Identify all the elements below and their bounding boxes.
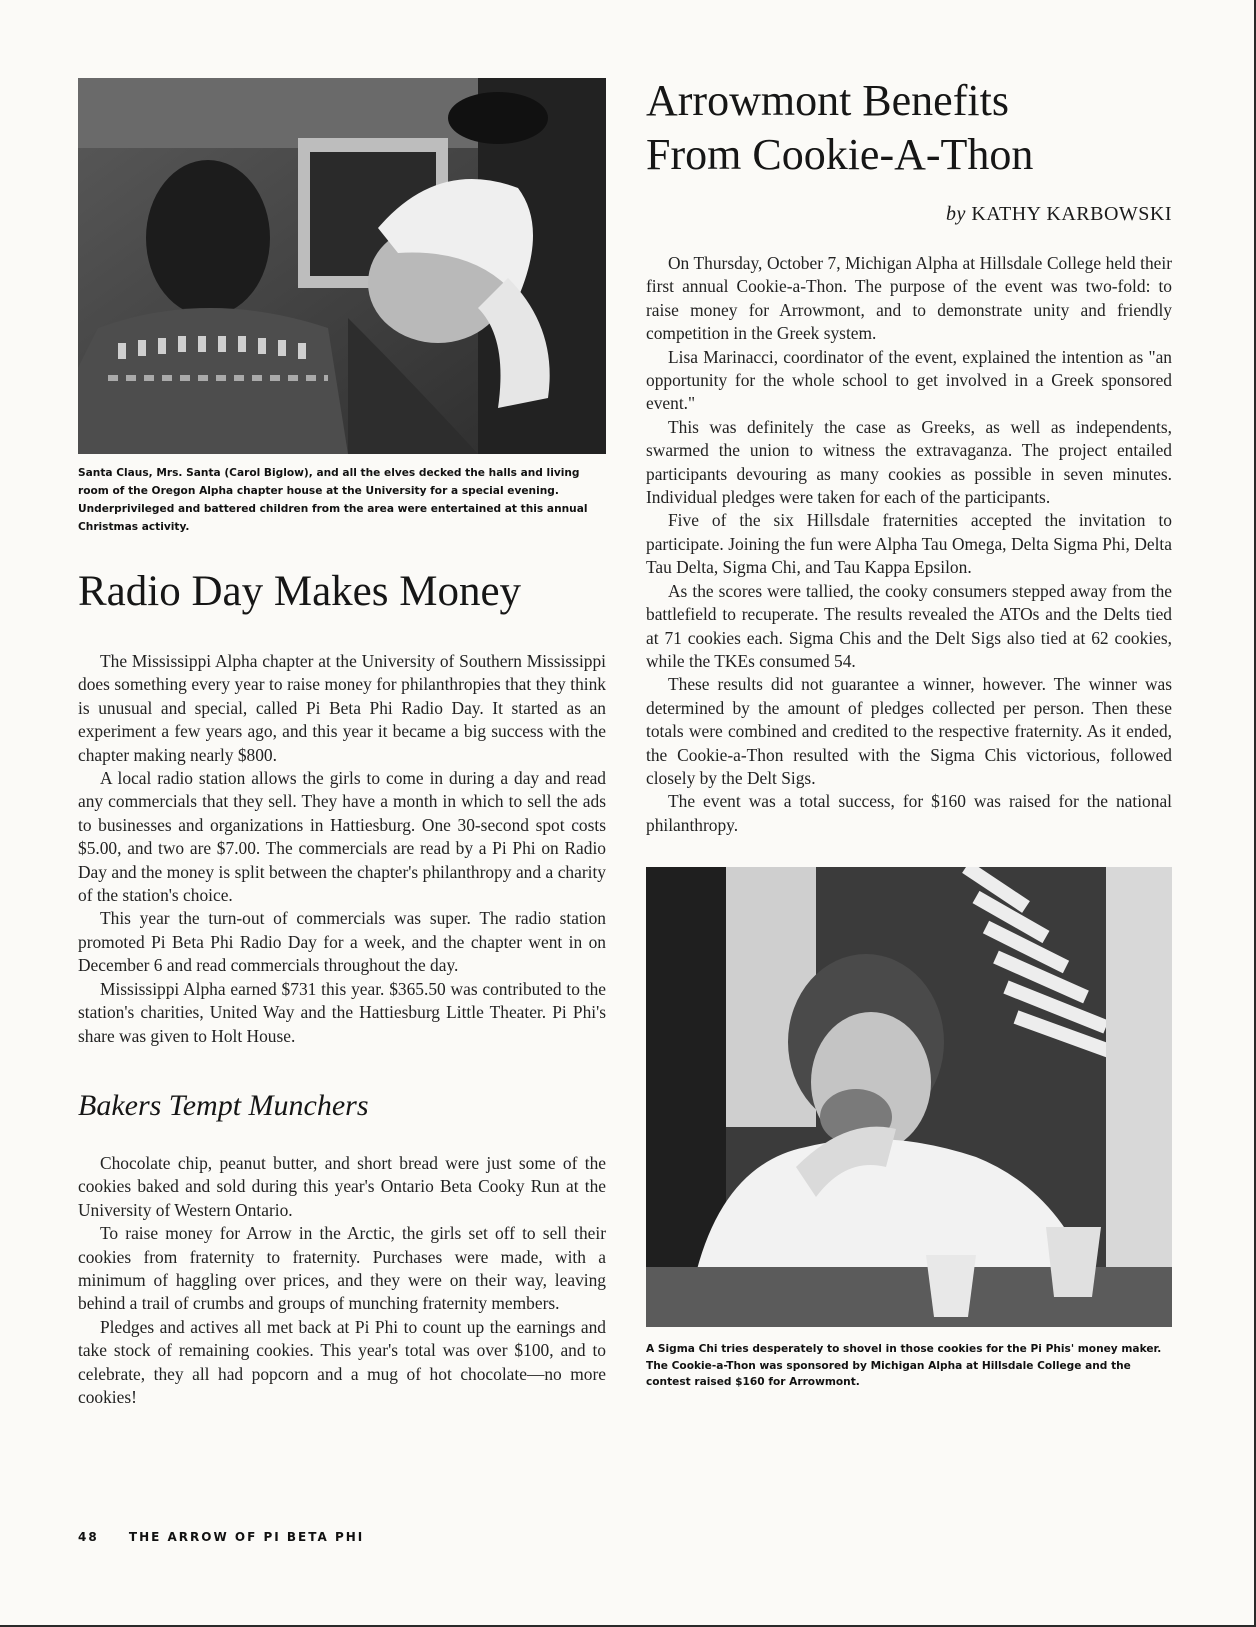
page-number: 48 <box>78 1530 99 1544</box>
left-column <box>78 78 606 1409</box>
arrowmont-title-line2: From Cookie-A-Thon <box>646 130 1034 179</box>
byline <box>646 200 1172 228</box>
santa-photo <box>78 78 606 454</box>
bakers-paragraph: Chocolate chip, peanut butter, and short bread were just some of the cookies baked and sold during this year's Ontario Beta Cooky Run at the University of Western Ontario. <box>78 1152 606 1220</box>
arrowmont-paragraph: As the scores were tallied, the cooky consumers stepped away from the battlefield to recuperate. The results revealed the ATOs and the Delts tied at 71 cookies each. Sigma Chis and the Delt Sigs also tied at 62 cookies, while the TKEs consumed 54. <box>646 580 1172 671</box>
arrowmont-paragraph: Lisa Marinacci, coordinator of the event, explained the intention as "an opportunity for the whole school to get involved in a Greek sponsored event." <box>646 346 1172 414</box>
page-footer <box>78 1530 364 1544</box>
arrowmont-title <box>646 74 1172 182</box>
arrowmont-body <box>646 252 1172 837</box>
publication-name: THE ARROW OF PI BETA PHI <box>128 1530 365 1544</box>
right-column <box>646 74 1172 1391</box>
radio-day-title: Radio Day Makes Money <box>78 568 522 615</box>
santa-photo-caption: Santa Claus, Mrs. Santa (Carol Biglow), and all the elves decked the halls and living room of the Oregon Alpha chapter house at the University for a special evening. Underprivileged and battered children from the area were entertained at this annual Christmas activity. <box>78 467 588 533</box>
radio-day-paragraph: The Mississippi Alpha chapter at the University of Southern Mississippi does something every year to raise money for philanthropies that they think is unusual and special, called Pi Beta Phi Radio Day. It started as an experiment a few years ago, and this year it became a big success with the chapter making nearly $800. <box>78 651 606 765</box>
arrowmont-paragraph: On Thursday, October 7, Michigan Alpha at Hillsdale College held their first annual Cookie-a-Thon. The purpose of the event was two-fold: to raise money for Arrowmont, and to demonstrate unity and friendly competition in the Greek system. <box>646 253 1172 344</box>
cookie-eater-photo <box>646 867 1172 1327</box>
bakers-body <box>78 1152 606 1409</box>
cookie-eater-photo-image <box>646 867 1172 1327</box>
byline-prefix: by <box>945 203 966 225</box>
arrowmont-paragraph: Five of the six Hillsdale fraternities accepted the invitation to participate. Joining the fun were Alpha Tau Omega, Delta Sigma Phi, Delta Tau Delta, Sigma Chi, and Tau Kappa Epsilon. <box>646 510 1172 578</box>
bakers-paragraph: Pledges and actives all met back at Pi Phi to count up the earnings and take stock of remaining cookies. This year's total was over $100, and to celebrate, they all had popcorn and a mug of hot chocolate—no more cookies! <box>78 1316 606 1407</box>
arrowmont-paragraph: The event was a total success, for $160 was raised for the national philanthropy. <box>646 791 1172 835</box>
radio-day-paragraph: Mississippi Alpha earned $731 this year. $365.50 was contributed to the station's charities, United Way and the Hattiesburg Little Theater. Pi Phi's share was given to Holt House. <box>78 978 606 1046</box>
santa-photo-image <box>78 78 606 454</box>
arrowmont-paragraph: This was definitely the case as Greeks, as well as independents, swarmed the union to witness the extravaganza. The project entailed participants devouring as many cookies as possible in seven minutes. Individual pledges were taken for each of the participants. <box>646 416 1172 508</box>
radio-day-body <box>78 650 606 1048</box>
bakers-paragraph: To raise money for Arrow in the Arctic, the girls set off to sell their cookies from fraternity to fraternity. Purchases were made, with a minimum of haggling over prices, and they were on their way, leaving behind a trail of crumbs and groups of munching fraternity members. <box>78 1223 606 1314</box>
arrowmont-paragraph: These results did not guarantee a winner, however. The winner was determined by the amount of pledges collected per person. Then these totals were combined and credited to the respective fraternity. As it ended, the Cookie-a-Thon resulted with the Sigma Chis victorious, followed closely by the Delt Sigs. <box>646 674 1172 788</box>
byline-author: KATHY KARBOWSKI <box>971 203 1172 225</box>
bakers-title: Bakers Tempt Munchers <box>78 1088 369 1122</box>
arrowmont-title-line1: Arrowmont Benefits <box>646 76 1009 125</box>
cookie-eater-caption: A Sigma Chi tries desperately to shovel in those cookies for the Pi Phis' money maker. The Cookie-a-Thon was sponsored by Michigan Alpha at Hillsdale College and the contest raised $160 for Arrowmont. <box>646 1343 1162 1389</box>
radio-day-paragraph: This year the turn-out of commercials was super. The radio station promoted Pi Beta Phi Radio Day for a week, and the chapter went in on December 6 and read commercials throughout the day. <box>78 908 606 976</box>
radio-day-paragraph: A local radio station allows the girls to come in during a day and read any commercials that they sell. They have a month in which to sell the ads to businesses and organizations in Hattiesburg. One 30-second spot costs $5.00, and two are $7.00. The commercials are read by a Pi Phi on Radio Day and the money is split between the chapter's philanthropy and a charity of the station's choice. <box>78 768 606 906</box>
